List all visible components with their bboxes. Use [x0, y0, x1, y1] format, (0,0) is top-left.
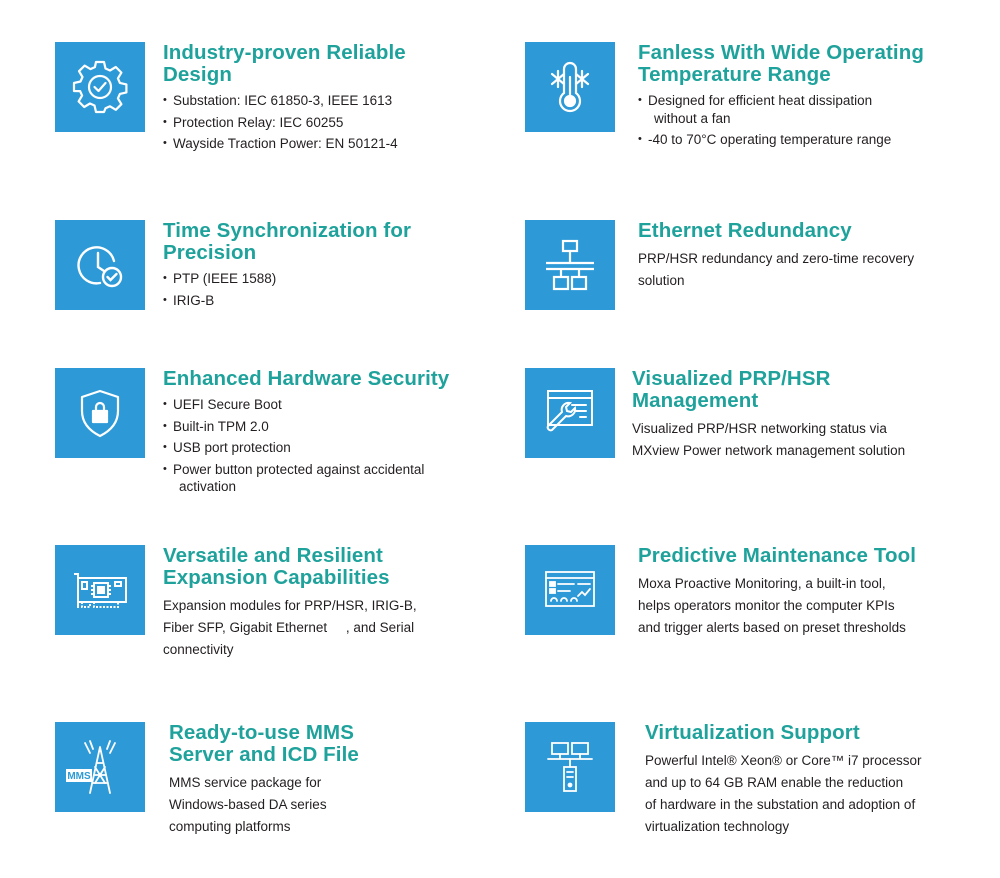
feature-description: Expansion modules for PRP/HSR, IRIG-B, Fiber SFP, Gigabit Ethernet , and Serial connectivity	[163, 598, 417, 657]
feature-bullet-list	[163, 270, 411, 309]
virtual-servers-icon	[525, 722, 615, 812]
feature-title: Ready-to-use MMS Server and ICD File	[169, 721, 359, 766]
feature-title: Time Synchronization for Precision	[163, 219, 412, 264]
bullet-item: • Substation: IEC 61850-3, IEEE 1613	[163, 92, 406, 110]
feature-title: Enhanced Hardware Security	[163, 367, 450, 390]
bullet-item: • USB port protection	[163, 439, 449, 457]
clock-check-icon	[55, 220, 145, 310]
expansion-card-icon	[55, 545, 145, 635]
feature-title: Predictive Maintenance Tool	[638, 544, 916, 567]
bullet-item: • Built-in TPM 2.0	[163, 418, 449, 436]
bullet-item: • Power button protected against accidental activation	[163, 461, 449, 496]
feature-description: MMS service package for Windows-based DA series computing platforms	[169, 775, 327, 834]
gear-check-icon	[55, 42, 145, 132]
bullet-item: • Designed for efficient heat dissipation without a fan	[638, 92, 924, 127]
bullet-item: • IRIG-B	[163, 292, 411, 310]
feature-title: Visualized PRP/HSR Management	[632, 367, 831, 412]
feature-title: Virtualization Support	[645, 721, 860, 744]
feature-bullet-list	[163, 92, 406, 153]
bullet-item: • PTP (IEEE 1588)	[163, 270, 411, 288]
thermometer-snowflake-icon	[525, 42, 615, 132]
feature-title: Versatile and Resilient Expansion Capabilities	[163, 544, 390, 589]
bullet-item: • Wayside Traction Power: EN 50121-4	[163, 135, 406, 153]
feature-bullet-list	[163, 396, 449, 496]
feature-description: Moxa Proactive Monitoring, a built-in tool, helps operators monitor the computer KPIs and trigger alerts based on preset thresholds	[638, 576, 906, 635]
network-tree-icon	[525, 220, 615, 310]
window-wrench-icon	[525, 368, 615, 458]
feature-title: Ethernet Redundancy	[638, 219, 852, 242]
feature-description: Visualized PRP/HSR networking status via MXview Power network management solution	[632, 421, 906, 458]
shield-lock-icon	[55, 368, 145, 458]
feature-title: Fanless With Wide Operating Temperature Range	[638, 41, 924, 86]
svg-text:MMS: MMS	[67, 771, 91, 782]
feature-description: Powerful Intel® Xeon® or Core™ i7 processor and up to 64 GB RAM enable the reduction of hardware in the substation and adoption of virtualization technology	[645, 753, 922, 834]
bullet-item: • UEFI Secure Boot	[163, 396, 449, 414]
bullet-item: • Protection Relay: IEC 60255	[163, 114, 406, 132]
feature-bullet-list	[638, 92, 924, 149]
mms-tower-icon	[55, 722, 145, 812]
bullet-item: • -40 to 70°C operating temperature range	[638, 131, 924, 149]
dashboard-icon	[525, 545, 615, 635]
feature-description: PRP/HSR redundancy and zero-time recovery solution	[638, 251, 915, 288]
feature-title: Industry-proven Reliable Design	[163, 41, 406, 86]
